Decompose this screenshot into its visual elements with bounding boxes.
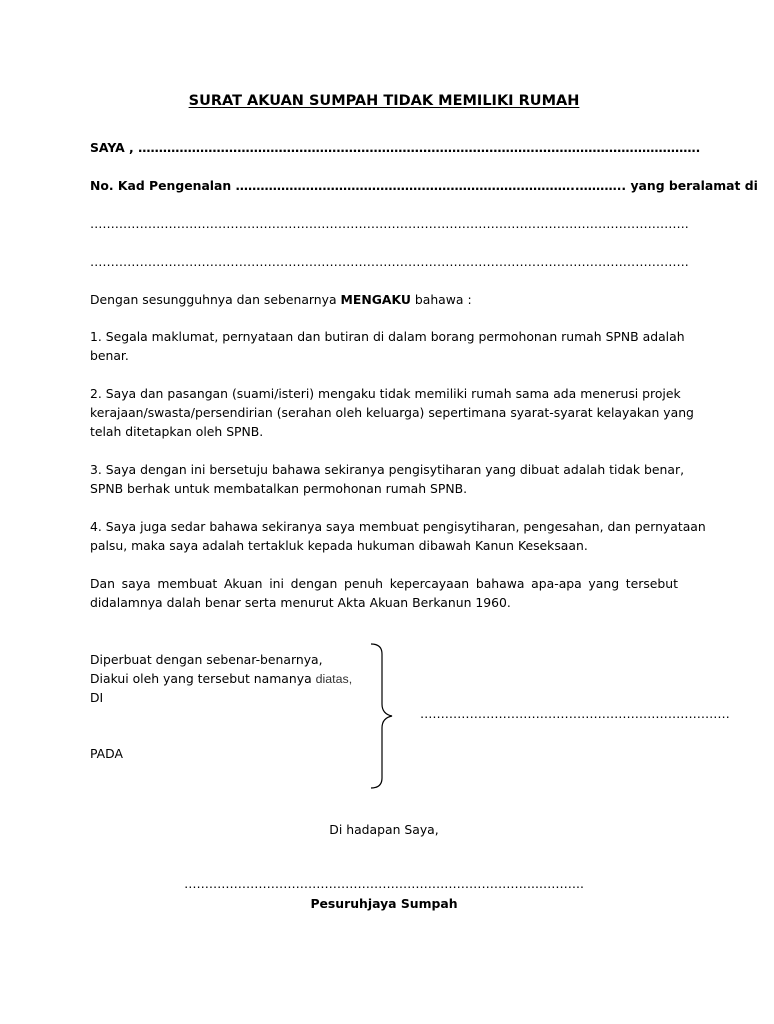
- ic-number-line: [90, 176, 758, 195]
- made-by-line-2: [90, 669, 352, 689]
- clause-1-line-1: 1. Segala maklumat, pernyataan dan butiran di dalam borang permohonan rumah SPNB adalah: [90, 329, 685, 344]
- acknowledged-text: Diakui oleh yang tersebut namanya: [90, 671, 312, 686]
- clause-1: [90, 327, 685, 365]
- commissioner-title: Pesuruhjaya Sumpah: [310, 896, 458, 911]
- address-label: yang beralamat di: [630, 178, 758, 193]
- clause-3: [90, 460, 685, 498]
- closing-statement: [90, 574, 678, 612]
- acknowledged-tail: diatas,: [315, 672, 353, 686]
- clause-2-line-3: telah ditetapkan oleh SPNB.: [90, 424, 264, 439]
- clause-4-line-2: palsu, maka saya adalah tertakluk kepada hukuman dibawah Kanun Keseksaan.: [90, 538, 588, 553]
- address-line-1: ……………………………………………………………………………………………………………………………….: [90, 216, 689, 231]
- document-title: SURAT AKUAN SUMPAH TIDAK MEMILIKI RUMAH: [188, 93, 580, 109]
- clause-3-line-2: SPNB berhak untuk membatalkan permohonan rumah SPNB.: [90, 481, 468, 496]
- address-line-2: ……………………………………………………………………………………………………………………………….: [90, 254, 689, 269]
- clause-2-line-1: 2. Saya dan pasangan (suami/isteri) mengaku tidak memiliki rumah sama ada menerusi projek: [90, 386, 681, 401]
- right-brace-icon: [368, 642, 400, 790]
- clause-3-line-1: 3. Saya dengan ini bersetuju bahawa sekiranya pengisytiharan yang dibuat adalah tidak benar,: [90, 462, 685, 477]
- commissioner-signature-line: …………………………………………………………………………..………..: [184, 876, 584, 891]
- name-dots: ……………………………………………………………………………………………………………………….: [138, 140, 701, 155]
- saya-label: SAYA ,: [90, 140, 134, 155]
- intro-statement: [90, 290, 678, 309]
- declarant-signature-line: …………………………………………………………………: [420, 706, 730, 721]
- clause-2-line-2: kerajaan/swasta/persendirian (serahan oleh keluarga) sepertimana syarat-syarat kelayakan yang: [90, 405, 694, 420]
- location-label: DI: [90, 690, 104, 705]
- intro-text: Dengan sesungguhnya dan sebenarnya: [90, 292, 337, 307]
- clause-4-line-1: 4. Saya juga sedar bahawa sekiranya saya membuat pengisytiharan, pengesahan, dan pernyataan: [90, 519, 706, 534]
- intro-tail: bahawa :: [414, 292, 472, 307]
- made-by-line-1: Diperbuat dengan sebenar-benarnya,: [90, 652, 323, 667]
- date-label: PADA: [90, 746, 123, 761]
- ic-label: No. Kad Pengenalan: [90, 178, 232, 193]
- intro-bold-word: MENGAKU: [340, 292, 411, 307]
- clause-4: [90, 517, 706, 555]
- closing-line-2: didalamnya dalah benar serta menurut Akta Akuan Berkanun 1960.: [90, 595, 511, 610]
- ic-dots: ………………………………………………………………………..………..: [235, 178, 627, 193]
- clause-1-line-2: benar.: [90, 348, 129, 363]
- declarant-name-line: [90, 138, 701, 157]
- clause-2: [90, 384, 694, 441]
- closing-line-1: Dan saya membuat Akuan ini dengan penuh kepercayaan bahawa apa-apa yang tersebut: [90, 576, 678, 591]
- before-me-label: Di hadapan Saya,: [329, 822, 439, 837]
